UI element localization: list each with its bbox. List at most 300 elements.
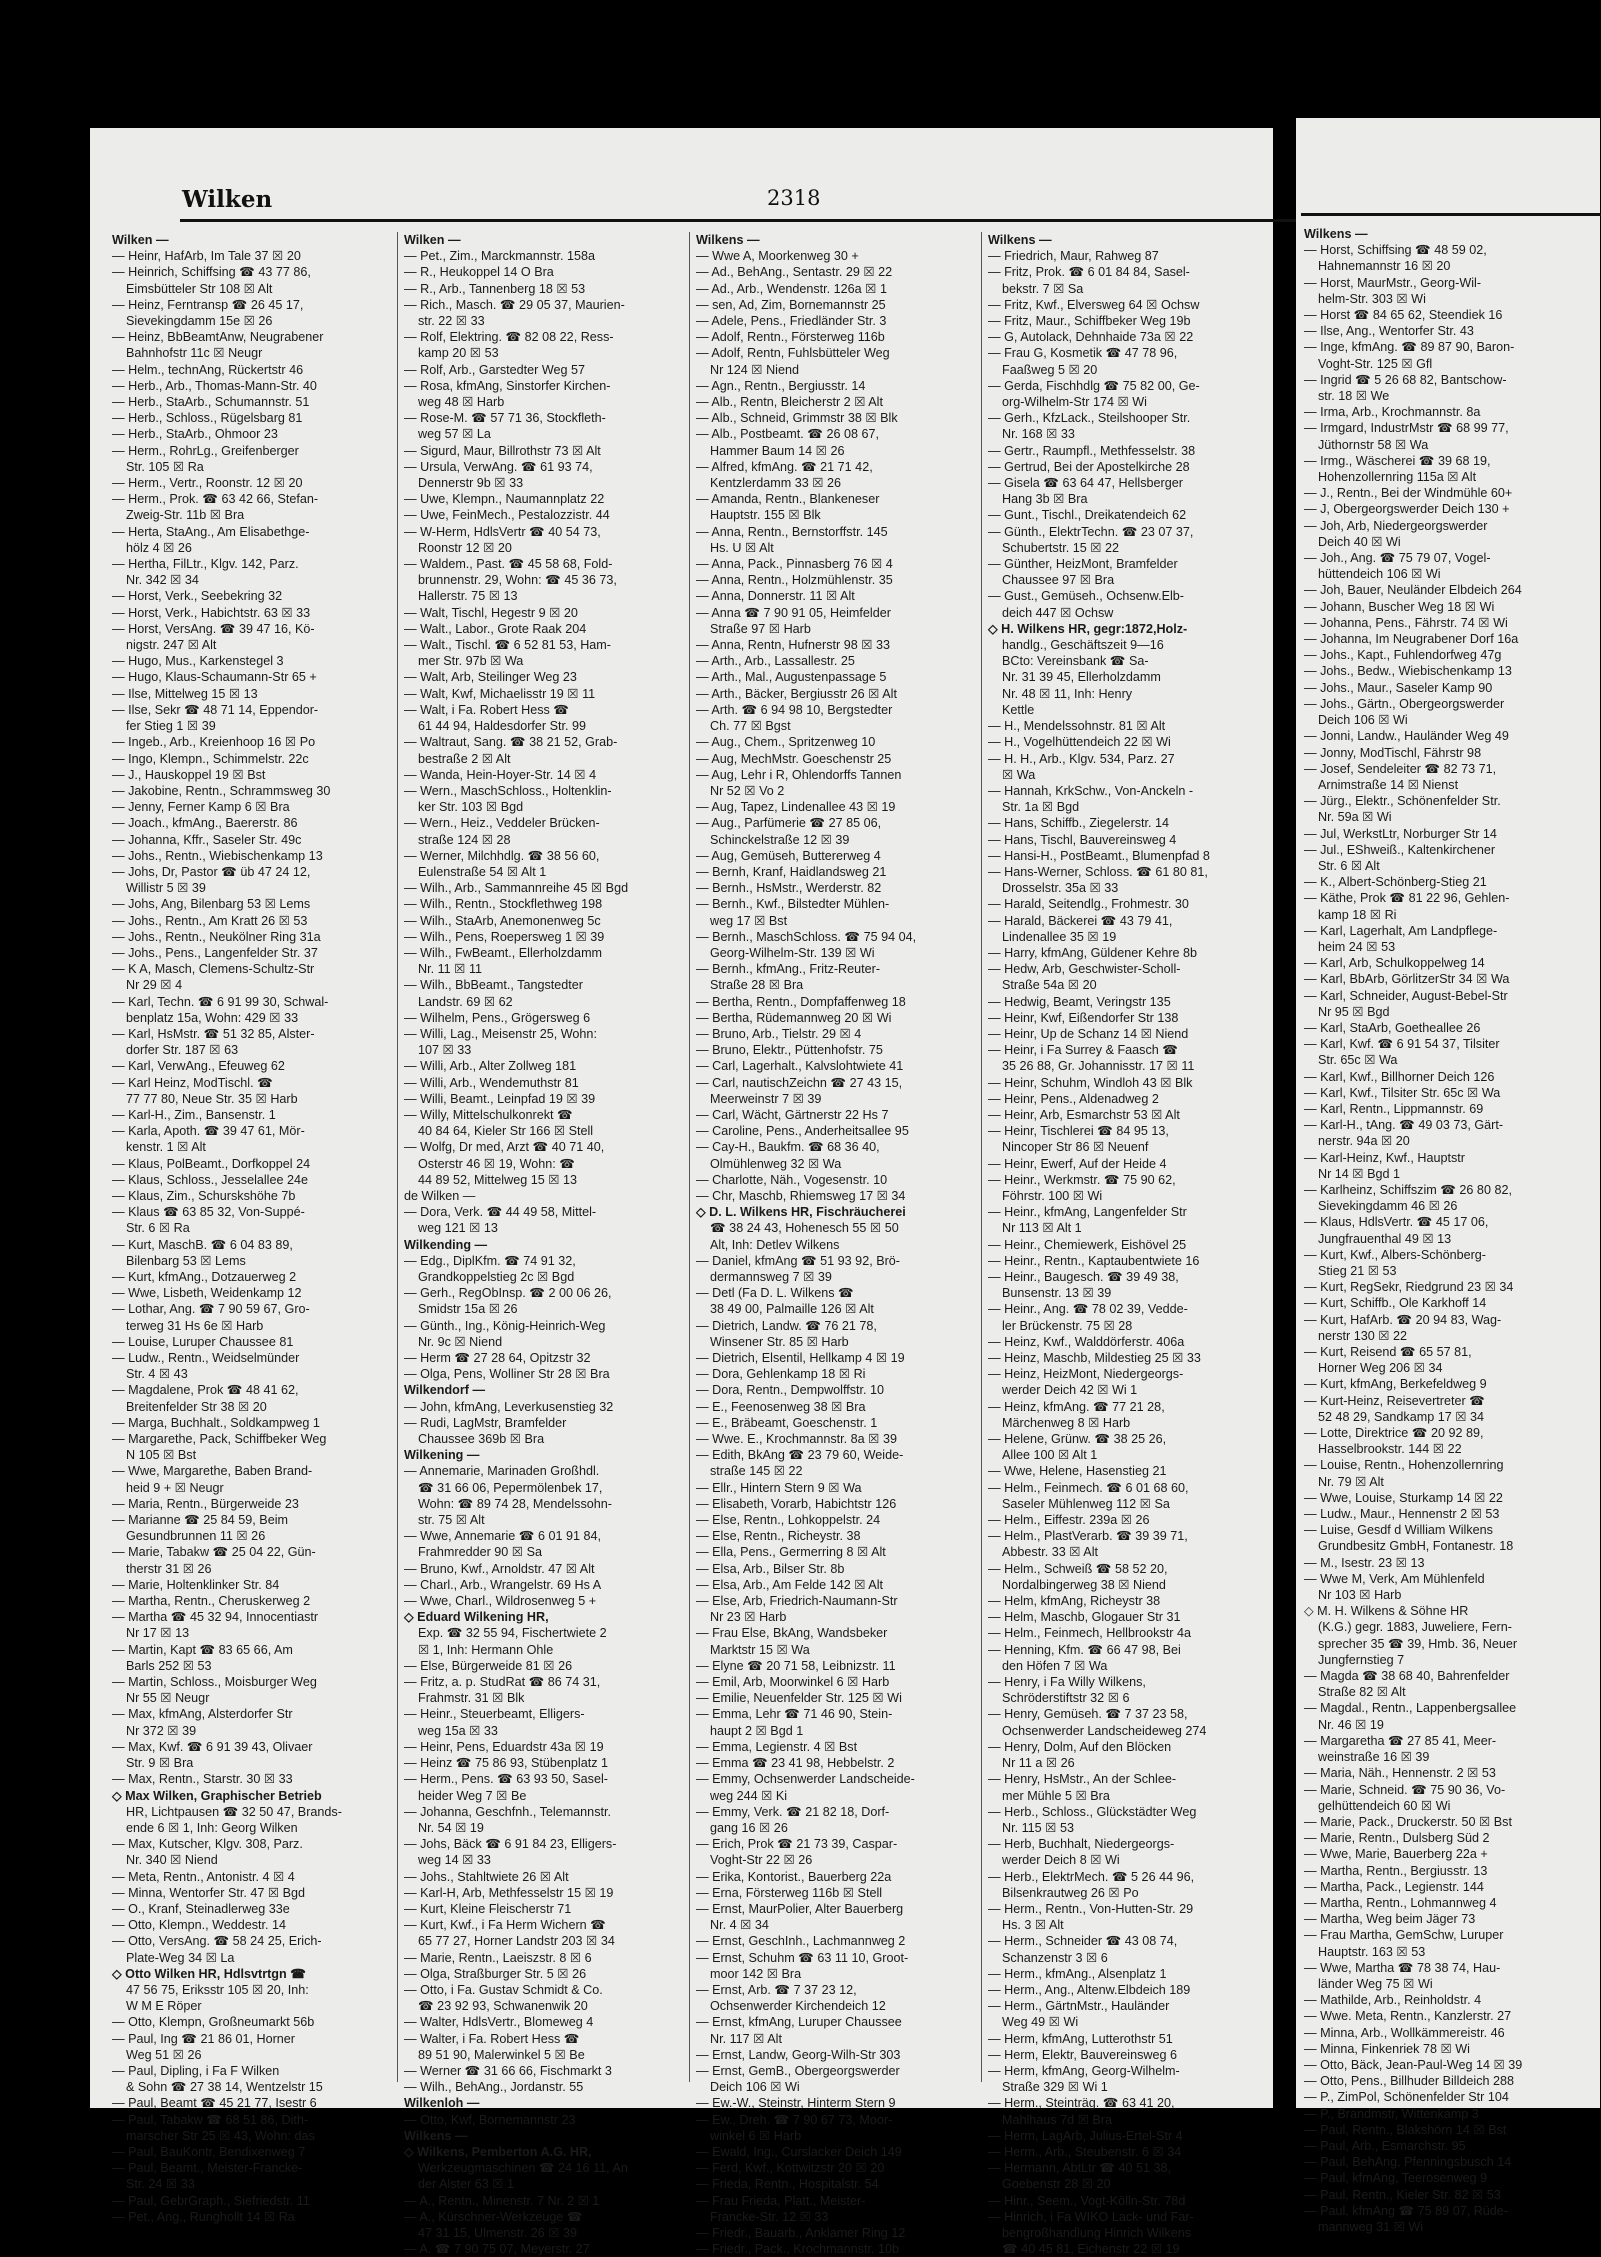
directory-entry: — Johanna, Geschfnh., Telemannstr. xyxy=(404,1804,611,1819)
directory-entry: — Frieda, Rentn., Hospitalstr. 54 xyxy=(696,2177,879,2192)
directory-entry: — Ernst, Schuhm ☎ 63 11 10, Groot- xyxy=(696,1950,909,1965)
directory-entry: — Hans, Tischl, Bauvereinsweg 4 xyxy=(988,832,1177,847)
directory-entry: — Horst, Schiffsing ☎ 48 59 02, xyxy=(1304,243,1487,258)
directory-entry: ☎ 23 92 93, Schwanenwik 20 xyxy=(418,1999,588,2014)
directory-entry: — Kurt, kfmAng, Berkefeldweg 9 xyxy=(1304,1377,1487,1392)
directory-entry: str. 75 ☒ Alt xyxy=(418,1513,485,1528)
directory-entry: str. 22 ☒ 33 xyxy=(418,314,485,329)
directory-entry: — Klaus ☎ 63 85 32, Von-Suppé- xyxy=(112,1205,305,1220)
directory-entry: — Karl-H., tAng. ☎ 49 03 73, Gärt- xyxy=(1304,1118,1504,1133)
directory-entry: — Paul, kfmAng ☎ 75 89 07, Rüde- xyxy=(1304,2203,1508,2218)
directory-entry: mer Mühle 5 ☒ Bra xyxy=(1002,1788,1110,1803)
directory-entry: — Otto, Pens., Billhuder Billdeich 288 xyxy=(1304,2074,1515,2089)
directory-entry: — Gerda, Fischhdlg ☎ 75 82 00, Ge- xyxy=(988,378,1200,393)
directory-entry: — Magda ☎ 38 68 40, Bahrenfelder xyxy=(1304,1669,1510,1684)
directory-entry: Horner Weg 206 ☒ 34 xyxy=(1318,1361,1443,1376)
directory-entry: — Herm., RohrLg., Greifenberger xyxy=(112,443,299,458)
directory-entry: — Hans, Schiffb., Ziegelerstr. 14 xyxy=(988,816,1170,831)
directory-entry: gelhüttendeich 60 ☒ Wi xyxy=(1318,1798,1451,1813)
directory-entry: — K., Albert-Schönberg-Stieg 21 xyxy=(1304,875,1487,890)
directory-entry: Straße 329 ☒ Wi 1 xyxy=(1002,2080,1108,2095)
directory-entry: Märchenweg 8 ☒ Harb xyxy=(1002,1415,1131,1430)
directory-entry: — Jul., EShweiß., Kaltenkirchener xyxy=(1304,842,1496,857)
directory-entry: Nr 95 ☒ Bgd xyxy=(1318,1004,1390,1019)
header-rule xyxy=(180,219,1350,222)
directory-entry: Jungfernstieg 7 xyxy=(1318,1652,1405,1667)
directory-entry: — Herb., Arb., Thomas-Mann-Str. 40 xyxy=(112,378,317,393)
directory-entry: — Wern., MaschSchloss., Holtenklin- xyxy=(404,783,612,798)
directory-entry: Goebenstr 28 ☒ 20 xyxy=(1002,2177,1111,2192)
surname-heading: Wilkens — xyxy=(1304,227,1368,241)
directory-entry: — Hannah, KrkSchw., Von-Anckeln - xyxy=(988,783,1194,798)
directory-entry: — Wwe, Charl., Wildrosenweg 5 + xyxy=(404,1594,597,1609)
directory-entry: — Harry, kfmAng, Güldener Kehre 8b xyxy=(988,945,1198,960)
directory-entry: — Henning, Kfm. ☎ 66 47 98, Bei xyxy=(988,1642,1181,1657)
directory-entry: bengroßhandlung Hinrich Wilkens xyxy=(1002,2225,1192,2240)
directory-entry: — H. H., Arb., Klgv. 534, Parz. 27 xyxy=(988,751,1175,766)
directory-entry: heim 24 ☒ 53 xyxy=(1318,939,1396,954)
directory-entry: — Karl, VerwAng., Efeuweg 62 xyxy=(112,1059,285,1074)
directory-entry: — Herm, kfmAng, Lutterothstr 51 xyxy=(988,2031,1173,2046)
directory-entry: — Fritz, Maur., Schiffbeker Weg 19b xyxy=(988,314,1191,329)
directory-entry: Nr. 11 ☒ 11 xyxy=(418,962,483,977)
directory-entry: Willistr 5 ☒ 39 xyxy=(126,881,206,896)
directory-entry: — Heinr, HafArb, Im Tale 37 ☒ 20 xyxy=(112,249,301,264)
directory-entry: — Louise, Luruper Chaussee 81 xyxy=(112,1334,294,1349)
directory-entry: — Karl, BbArb, GörlitzerStr 34 ☒ Wa xyxy=(1304,972,1510,987)
directory-entry: — Heinr., kfmAng, Langenfelder Str xyxy=(988,1205,1187,1220)
directory-entry: weg 14 ☒ 33 xyxy=(418,1853,491,1868)
directory-entry: — O., Kranf, Steinadlerweg 33e xyxy=(112,1901,290,1916)
directory-entry: — Günth., Ing., König-Heinrich-Weg xyxy=(404,1318,606,1333)
directory-entry: ☎ 31 66 06, Pepermölenbek 17, xyxy=(418,1480,603,1495)
directory-entry: ◇ Eduard Wilkening HR, xyxy=(404,1610,549,1625)
directory-entry: — Henry, i Fa Willy Wilkens, xyxy=(988,1675,1146,1690)
directory-entry: — G, Autolack, Dehnhaide 73a ☒ 22 xyxy=(988,330,1194,345)
directory-entry: — Kurt, Kwf., i Fa Herm Wichern ☎ xyxy=(404,1918,606,1933)
directory-entry: Wohn: ☎ 89 74 28, Mendelssohn- xyxy=(418,1496,612,1511)
directory-entry: — Ella, Pens., Germerring 8 ☒ Alt xyxy=(696,1545,886,1560)
directory-entry: Straße 28 ☒ Bra xyxy=(710,978,804,993)
directory-entry: — Ernst, GemB., Obergeorgswerder xyxy=(696,2063,900,2078)
directory-entry: — Herm, Elektr, Bauvereinsweg 6 xyxy=(988,2047,1177,2062)
directory-entry: — Otto, Klempn, Großneumarkt 56b xyxy=(112,2015,315,2030)
column-3 xyxy=(696,232,971,2257)
directory-entry: — W-Herm, HdlsVertr ☎ 40 54 73, xyxy=(404,524,601,539)
directory-entry: Hammer Baum 14 ☒ 26 xyxy=(710,443,845,458)
directory-entry: Nr. 340 ☒ Niend xyxy=(126,1853,218,1868)
directory-entry: — H., Mendelssohnstr. 81 ☒ Alt xyxy=(988,719,1166,734)
directory-entry: — Karl, Kwf., Billhorner Deich 126 xyxy=(1304,1069,1495,1084)
directory-entry: — Herb, Buchhalt, Niedergeorgs- xyxy=(988,1837,1175,1852)
directory-entry: — Herm., Ang., Altenw.Elbdeich 189 xyxy=(988,1982,1191,1997)
directory-entry: — Werner ☎ 31 66 66, Fischmarkt 3 xyxy=(404,2063,612,2078)
directory-entry: — Helm., Schweiß ☎ 58 52 20, xyxy=(988,1561,1168,1576)
directory-entry: Jüthornstr 58 ☒ Wa xyxy=(1318,437,1429,452)
column-divider xyxy=(981,232,982,2082)
directory-entry: — Frau Frieda, Platt., Meister- xyxy=(696,2193,866,2208)
directory-entry: — Ferd, Kwf., Kottwitzstr 20 ☒ 20 xyxy=(696,2161,885,2176)
directory-entry: werder Deich 8 ☒ Wi xyxy=(1002,1853,1120,1868)
directory-entry: — Herm., Steinträg. ☎ 63 41 20, xyxy=(988,2096,1175,2111)
directory-entry: — Heinr., Rentn., Kaptaubentwiete 16 xyxy=(988,1253,1200,1268)
directory-entry: — Wwe, Lisbeth, Weidenkamp 12 xyxy=(112,1286,302,1301)
directory-entry: therstr 31 ☒ 26 xyxy=(126,1561,212,1576)
directory-entry: Faaßweg 5 ☒ 20 xyxy=(1002,362,1098,377)
directory-entry: — Ad., BehAng., Sentastr. 29 ☒ 22 xyxy=(696,265,893,280)
directory-entry: Mahlhaus 7d ☒ Bra xyxy=(1002,2112,1112,2127)
directory-entry: Nr 14 ☒ Bgd 1 xyxy=(1318,1166,1400,1181)
directory-entry: Nr. 31 39 45, Ellerholzdamm xyxy=(1002,670,1161,685)
directory-entry: deich 447 ☒ Ochsw xyxy=(1002,605,1114,620)
directory-entry: — Irmg., Wäscherei ☎ 39 68 19, xyxy=(1304,453,1491,468)
directory-entry: — Waltraut, Sang. ☎ 38 21 52, Grab- xyxy=(404,735,618,750)
directory-entry: — Aug, Lehr i R, Ohlendorffs Tannen xyxy=(696,767,902,782)
directory-entry: — Charlotte, Näh., Vogesenstr. 10 xyxy=(696,1172,888,1187)
directory-entry: — Helm, kfmAng, Richeystr 38 xyxy=(988,1594,1161,1609)
directory-entry: — Emma ☎ 23 41 98, Hebbelstr. 2 xyxy=(696,1756,895,1771)
directory-entry: — Karl, Techn. ☎ 6 91 99 30, Schwal- xyxy=(112,994,329,1009)
directory-entry: Nr 124 ☒ Niend xyxy=(710,362,799,377)
directory-entry: Nr. 342 ☒ 34 xyxy=(126,573,199,588)
directory-entry: — Jenny, Ferner Kamp 6 ☒ Bra xyxy=(112,800,290,815)
directory-entry: — Edith, BkAng ☎ 23 79 60, Weide- xyxy=(696,1448,904,1463)
directory-entry: — Otto, i Fa. Gustav Schmidt & Co. xyxy=(404,1982,603,1997)
directory-entry: sprecher 35 ☎ 39, Hmb. 36, Neuer xyxy=(1318,1636,1518,1651)
directory-entry: — Emilie, Neuenfelder Str. 125 ☒ Wi xyxy=(696,1691,902,1706)
directory-entry: — Alb., Schneid, Grimmstr 38 ☒ Blk xyxy=(696,411,898,426)
directory-entry: — Margarethe, Pack, Schiffbeker Weg xyxy=(112,1432,327,1447)
directory-entry: Chaussee 97 ☒ Bra xyxy=(1002,573,1115,588)
directory-entry: — Adolf, Rentn, Fuhlsbütteler Weg xyxy=(696,346,890,361)
directory-entry: Chaussee 369b ☒ Bra xyxy=(418,1432,545,1447)
directory-entry: — Günth., ElektrTechn. ☎ 23 07 37, xyxy=(988,524,1194,539)
directory-entry: — Heinr, Pens., Aldenadweg 2 xyxy=(988,1091,1159,1106)
directory-entry: Eimsbütteler Str 108 ☒ Alt xyxy=(126,281,273,296)
directory-entry: — John, kfmAng, Leverkusenstieg 32 xyxy=(404,1399,614,1414)
directory-entry: — E., Bräbeamt, Goeschenstr. 1 xyxy=(696,1415,878,1430)
surname-heading: Wilkens — xyxy=(404,2128,468,2143)
directory-entry: N 105 ☒ Bst xyxy=(126,1448,197,1463)
directory-entry: — Frau G, Kosmetik ☎ 47 78 96, xyxy=(988,346,1178,361)
directory-entry: — Otto, Kwf, Bornemannstr 23 xyxy=(404,2112,576,2127)
directory-entry: 47 31 15, Ulmenstr. 26 ☒ 39 xyxy=(418,2225,578,2240)
directory-entry: Francke-Str. 12 ☒ 33 xyxy=(710,2209,829,2224)
directory-entry: Winsener Str. 85 ☒ Harb xyxy=(710,1334,849,1349)
directory-entry: Zweig-Str. 11b ☒ Bra xyxy=(126,508,245,523)
directory-entry: — Joach., kfmAng., Baererstr. 86 xyxy=(112,816,298,831)
directory-entry: W M E Röper xyxy=(126,1999,202,2014)
directory-entry: — Inge, kfmAng. ☎ 89 87 90, Baron- xyxy=(1304,340,1515,355)
directory-entry: — Paul, Tabakw ☎ 68 51 86, Dith- xyxy=(112,2112,309,2127)
directory-entry: heider Weg 7 ☒ Be xyxy=(418,1788,527,1803)
directory-entry: — Heinr, Tischlerei ☎ 84 95 13, xyxy=(988,1124,1169,1139)
directory-entry: heid 9 + ☒ Neugr xyxy=(126,1480,224,1495)
directory-entry: Olmühlenweg 32 ☒ Wa xyxy=(710,1156,842,1171)
directory-entry: — Bruno, Kwf., Arnoldstr. 47 ☒ Alt xyxy=(404,1561,595,1576)
directory-entry: — J., Hauskoppel 19 ☒ Bst xyxy=(112,767,266,782)
directory-entry: 52 48 29, Sandkamp 17 ☒ 34 xyxy=(1318,1409,1485,1424)
directory-entry: — Heinr., Steuerbeamt, Elligers- xyxy=(404,1707,585,1722)
directory-entry: Abbestr. 33 ☒ Alt xyxy=(1002,1545,1099,1560)
directory-entry: Saseler Mühlenweg 112 ☒ Sa xyxy=(1002,1496,1170,1511)
directory-entry: 38 49 00, Palmaille 126 ☒ Alt xyxy=(710,1302,874,1317)
directory-entry: helm-Str. 303 ☒ Wi xyxy=(1318,291,1426,306)
directory-entry: — Maria, Rentn., Bürgerweide 23 xyxy=(112,1496,299,1511)
directory-entry: — Lotte, Direktrice ☎ 20 92 89, xyxy=(1304,1426,1484,1441)
directory-entry: — Otto, VersAng. ☎ 58 24 25, Erich- xyxy=(112,1934,322,1949)
directory-entry: — Fritz, Kwf., Elversweg 64 ☒ Ochsw xyxy=(988,297,1200,312)
directory-entry: — Karl, StaArb, Goetheallee 26 xyxy=(1304,1020,1481,1035)
directory-entry: — Rich., Masch. ☎ 29 05 37, Maurien- xyxy=(404,297,625,312)
directory-entry: — Karl, Rentn., Lippmannstr. 69 xyxy=(1304,1101,1484,1116)
directory-entry: mannweg 31 ☒ Wi xyxy=(1318,2219,1424,2234)
directory-entry: — Horst, VersAng. ☎ 39 47 16, Kö- xyxy=(112,621,315,636)
directory-entry: — Herm., Rentn., Von-Hutten-Str. 29 xyxy=(988,1901,1194,1916)
directory-entry: — Karl Heinz, ModTischl. ☎ xyxy=(112,1075,273,1090)
surname-heading: Wilken — xyxy=(112,233,169,247)
directory-entry: — Erna, Försterweg 116b ☒ Stell xyxy=(696,1885,883,1900)
directory-entry: — Ilse, Ang., Wentorfer Str. 43 xyxy=(1304,324,1474,339)
directory-entry: — Johanna, Im Neugrabener Dorf 16a xyxy=(1304,632,1519,647)
directory-entry: Grandkoppelstieg 2c ☒ Bgd xyxy=(418,1270,575,1284)
directory-entry: Exp. ☎ 32 55 94, Fischertwiete 2 xyxy=(418,1626,607,1641)
directory-entry: — Martha, Rentn., Cheruskerweg 2 xyxy=(112,1594,311,1609)
directory-entry: ◇ Wilkens, Pemberton A.G. HR, xyxy=(404,2144,592,2159)
directory-entry: — Horst, MaurMstr., Georg-Wil- xyxy=(1304,275,1482,290)
directory-entry: — Wwe, Martha ☎ 78 38 74, Hau- xyxy=(1304,1960,1501,1975)
directory-entry: — Wilh., Rentn., Stockflethweg 198 xyxy=(404,897,603,912)
directory-entry: — Bernh, Kranf, Haidlandsweg 21 xyxy=(696,864,887,879)
directory-entry: — Kurt, Schiffb., Ole Karkhoff 14 xyxy=(1304,1296,1487,1311)
directory-entry: — Hermann, AbtLtr ☎ 40 51 38, xyxy=(988,2161,1171,2176)
directory-entry: — Wilh., StaArb, Anemonenweg 5c xyxy=(404,913,601,928)
directory-entry: — Helm., Feinmech. ☎ 6 01 68 60, xyxy=(988,1480,1189,1495)
directory-entry: — Hans-Werner, Schloss. ☎ 61 80 81, xyxy=(988,864,1208,879)
directory-entry: — Hertha, FilLtr., Klgv. 142, Parz. xyxy=(112,557,299,572)
directory-entry: — Ernst, MaurPolier, Alter Bauerberg xyxy=(696,1901,904,1916)
page-number: 2318 xyxy=(767,186,821,210)
directory-entry: — Heinr, Schuhm, Windloh 43 ☒ Blk xyxy=(988,1075,1193,1090)
directory-entry: mer Str. 97b ☒ Wa xyxy=(418,654,524,669)
directory-entry: 89 51 90, Malerwinkel 5 ☒ Be xyxy=(418,2047,585,2062)
directory-entry: länder Weg 75 ☒ Wi xyxy=(1318,1976,1433,1991)
page-header xyxy=(182,186,1350,220)
directory-entry: — A., Kürschner-Werkzeuge ☎ xyxy=(404,2209,583,2224)
directory-entry: — Kurt, MaschB. ☎ 6 04 83 89, xyxy=(112,1237,293,1252)
directory-entry: — Karl, HsMstr. ☎ 51 32 85, Alster- xyxy=(112,1026,315,1041)
directory-entry: — Günther, HeizMont, Bramfelder xyxy=(988,557,1178,572)
directory-entry: hüttendeich 106 ☒ Wi xyxy=(1318,567,1441,582)
directory-entry: Drosselstr. 35a ☒ 33 xyxy=(1002,881,1119,896)
directory-entry: ◇ Max Wilken, Graphischer Betrieb xyxy=(112,1788,322,1803)
directory-entry: Nincoper Str 86 ☒ Neuenf xyxy=(1002,1140,1149,1155)
directory-entry: — Paul, Rentn., Blakshörn 14 ☒ Bst xyxy=(1304,2122,1507,2137)
directory-entry: — Klaus, HdlsVertr. ☎ 45 17 06, xyxy=(1304,1215,1489,1230)
directory-entry: — Helm., PlastVerarb. ☎ 39 39 71, xyxy=(988,1529,1188,1544)
directory-entry: — Hugo, Klaus-Schaumann-Str 65 + xyxy=(112,670,317,685)
directory-entry: Str. 9 ☒ Bra xyxy=(126,1756,194,1771)
directory-entry: — Karla, Apoth. ☎ 39 47 61, Mör- xyxy=(112,1124,305,1139)
directory-entry: — Gust., Gemüseh., Ochsenw.Elb- xyxy=(988,589,1184,604)
directory-entry: weg 244 ☒ Ki xyxy=(710,1788,788,1803)
directory-entry: winkel 6 ☒ Harb xyxy=(710,2128,802,2143)
directory-entry: — Josef, Sendeleiter ☎ 82 73 71, xyxy=(1304,761,1497,776)
directory-entry: — Werner, Milchhdlg. ☎ 38 56 60, xyxy=(404,848,600,863)
directory-entry: ◇ Otto Wilken HR, Hdlsvtrtgn ☎ xyxy=(112,1966,306,1981)
directory-entry: — Bertha, Rentn., Dompfaffenweg 18 xyxy=(696,994,906,1009)
directory-entry: brunnenstr. 29, Wohn: ☎ 45 36 73, xyxy=(418,573,617,588)
directory-entry: Nr. 59a ☒ Wi xyxy=(1318,810,1392,825)
directory-entry: — Dora, Rentn., Dempwolffstr. 10 xyxy=(696,1383,885,1398)
directory-entry: — Rose-M. ☎ 57 71 36, Stockfleth- xyxy=(404,411,606,426)
directory-entry: Kettle xyxy=(1002,702,1035,717)
directory-entry: — Paul, Rentn., Kieler Str. 82 ☒ 53 xyxy=(1304,2187,1501,2202)
directory-entry: Nr. 168 ☒ 33 xyxy=(1002,427,1075,442)
directory-entry: — Karlheinz, Schiffszim ☎ 26 80 82, xyxy=(1304,1182,1512,1197)
directory-entry: — Charl., Arb., Wrangelstr. 69 Hs A xyxy=(404,1577,602,1592)
directory-entry: — Paul, BehAng, Pfenningsbusch 14 xyxy=(1304,2155,1512,2170)
directory-entry: — Mathilde, Arb., Reinholdstr. 4 xyxy=(1304,1993,1482,2008)
directory-entry: — Wwe, Louise, Sturkamp 14 ☒ 22 xyxy=(1304,1490,1503,1505)
directory-entry: Breitenfelder Str 38 ☒ 20 xyxy=(126,1399,267,1414)
directory-entry: — Elyne ☎ 20 71 58, Leibnizstr. 11 xyxy=(696,1658,896,1673)
directory-entry: — Gisela ☎ 63 64 47, Hellsberger xyxy=(988,476,1183,491)
directory-entry: — Daniel, kfmAng ☎ 51 93 92, Brö- xyxy=(696,1253,900,1268)
directory-entry: — Klaus, PolBeamt., Dorfkoppel 24 xyxy=(112,1156,311,1171)
directory-entry: Nr 52 ☒ Vo 2 xyxy=(710,783,785,798)
directory-entry: — Karl-H, Arb, Methfesselstr 15 ☒ 19 xyxy=(404,1885,614,1900)
directory-entry: Nr 55 ☒ Neugr xyxy=(126,1691,210,1706)
directory-entry: Nr 372 ☒ 39 xyxy=(126,1723,197,1738)
directory-entry: — Johs., Rentn., Neukölner Ring 31a xyxy=(112,929,321,944)
right-page xyxy=(1296,118,1600,2234)
directory-entry: Gesundbrunnen 11 ☒ 26 xyxy=(126,1529,266,1544)
directory-entry: — Martin, Kapt ☎ 83 65 66, Am xyxy=(112,1642,293,1657)
directory-entry: — Walt, i Fa. Robert Hess ☎ xyxy=(404,702,569,717)
directory-entry: 47 56 75, Eriksstr 105 ☒ 20, Inh: xyxy=(126,1982,309,1997)
directory-entry: der Alster 63 ☒ 1 xyxy=(418,2177,514,2192)
directory-entry: — Willi, Arb., Alter Zollweg 181 xyxy=(404,1059,577,1074)
directory-entry: — Herm., Vertr., Roonstr. 12 ☒ 20 xyxy=(112,476,303,491)
directory-entry: — Henry, HsMstr., An der Schlee- xyxy=(988,1772,1177,1787)
directory-entry: — Heinz, kfmAng. ☎ 77 21 28, xyxy=(988,1399,1165,1414)
directory-entry: — Harald, Bäckerei ☎ 43 79 41, xyxy=(988,913,1173,928)
directory-entry: moor 142 ☒ Bra xyxy=(710,1966,802,1981)
directory-entry: ende 6 ☒ 1, Inh: Georg Wilken xyxy=(126,1820,298,1835)
directory-entry: — Magdal., Rentn., Lappenbergsallee xyxy=(1304,1701,1517,1716)
directory-entry: — Bernh., Kwf., Bilstedter Mühlen- xyxy=(696,897,890,912)
directory-entry: — Max, Kutscher, Klgv. 308, Parz. xyxy=(112,1837,303,1852)
directory-entry: — Hedw, Arb, Geschwister-Scholl- xyxy=(988,962,1181,977)
directory-entry: — J, Obergeorgswerder Deich 130 + xyxy=(1304,502,1510,517)
directory-entry: — Margaretha ☎ 27 85 41, Meer- xyxy=(1304,1733,1497,1748)
directory-entry: Roonstr 12 ☒ 20 xyxy=(418,540,512,555)
directory-entry: HR, Lichtpausen ☎ 32 50 47, Brands- xyxy=(126,1804,342,1819)
directory-entry: marscher Str 25 ☒ 43, Wohn: das xyxy=(126,2128,315,2143)
directory-entry: ker Str. 103 ☒ Bgd xyxy=(418,800,524,815)
directory-entry: Nr 11 a ☒ 26 xyxy=(1002,1756,1075,1771)
directory-entry: bestraße 2 ☒ Alt xyxy=(418,751,511,766)
directory-entry: — Sigurd, Maur, Billrothstr 73 ☒ Alt xyxy=(404,443,601,458)
directory-entry: — Harald, Seitendlg., Frohmestr. 30 xyxy=(988,897,1189,912)
directory-entry: — Käthe, Prok ☎ 81 22 96, Gehlen- xyxy=(1304,891,1510,906)
directory-entry: — Heinr, Arb, Esmarchstr 53 ☒ Alt xyxy=(988,1107,1180,1122)
directory-entry: — Anna, Donnerstr. 11 ☒ Alt xyxy=(696,589,855,604)
directory-entry: — Else, Arb, Friedrich-Naumann-Str xyxy=(696,1594,898,1609)
directory-entry: Jungfrauenthal 49 ☒ 13 xyxy=(1318,1231,1452,1246)
directory-entry: — Karl-H., Zim., Bansenstr. 1 xyxy=(112,1107,276,1122)
directory-entry: Kentzlerdamm 33 ☒ 26 xyxy=(710,476,841,491)
directory-entry: — Fritz, a. p. StudRat ☎ 86 74 31, xyxy=(404,1675,601,1690)
directory-entry: — Heinr., Ang. ☎ 78 02 39, Vedde- xyxy=(988,1302,1188,1317)
directory-entry: — Emil, Arb, Moorwinkel 6 ☒ Harb xyxy=(696,1675,890,1690)
directory-entry: kamp 18 ☒ Ri xyxy=(1318,907,1397,922)
directory-entry: — Aug., Chem., Spritzenweg 10 xyxy=(696,735,876,750)
surname-heading: Wilkendorf — xyxy=(404,1383,486,1398)
directory-entry: — Gertrud, Bei der Apostelkirche 28 xyxy=(988,459,1190,474)
directory-entry: — Elsa, Arb., Bilser Str. 8b xyxy=(696,1561,845,1576)
directory-entry: — Otto, Klempn., Weddestr. 14 xyxy=(112,1918,287,1933)
directory-entry: — Joh., Ang. ☎ 75 79 07, Vogel- xyxy=(1304,551,1491,566)
directory-entry: weg 48 ☒ Harb xyxy=(418,395,505,410)
directory-entry: nigstr. 247 ☒ Alt xyxy=(126,638,217,653)
directory-entry: — Olga, Pens, Wolliner Str 28 ☒ Bra xyxy=(404,1367,610,1382)
column-4 xyxy=(988,232,1263,2257)
directory-entry: Hasselbrookstr. 144 ☒ 22 xyxy=(1318,1442,1462,1457)
directory-entry: de Wilken — xyxy=(404,1188,476,1203)
directory-entry: — Wwe, Annemarie ☎ 6 01 91 84, xyxy=(404,1529,601,1544)
directory-entry: Nr 113 ☒ Alt 1 xyxy=(1002,1221,1082,1236)
directory-entry: Bunsenstr. 13 ☒ 39 xyxy=(1002,1286,1112,1301)
directory-entry: Bilsenkrautweg 26 ☒ Po xyxy=(1002,1885,1139,1900)
directory-entry: ◇ M. H. Wilkens & Söhne HR xyxy=(1304,1604,1469,1619)
directory-entry: — Martha ☎ 45 32 94, Innocentiastr xyxy=(112,1610,319,1625)
directory-entry: — Herm., kfmAng., Alsenplatz 1 xyxy=(988,1966,1167,1981)
directory-entry: Nr. 54 ☒ 19 xyxy=(418,1820,484,1835)
directory-entry: — Irma, Arb., Krochmannstr. 8a xyxy=(1304,405,1481,420)
directory-entry: — Willi, Lag., Meisenstr 25, Wohn: xyxy=(404,1026,597,1041)
directory-entry: — Wilh., FwBeamt., Ellerholzdamm xyxy=(404,945,603,960)
directory-entry: — Johann, Buscher Weg 18 ☒ Wi xyxy=(1304,599,1495,614)
directory-entry: — Hedwig, Beamt, Veringstr 135 xyxy=(988,994,1171,1009)
directory-entry: handlg., Geschäftszeit 9—16 xyxy=(1002,638,1164,653)
directory-entry: — Herm ☎ 27 28 64, Opitzstr 32 xyxy=(404,1351,591,1366)
directory-entry: — Amanda, Rentn., Blankeneser xyxy=(696,492,880,507)
directory-entry: — Wilh., BehAng., Jordanstr. 55 xyxy=(404,2080,584,2095)
directory-entry: Straße 97 ☒ Harb xyxy=(710,621,811,636)
directory-entry: — Wern., Heiz., Veddeler Brücken- xyxy=(404,816,600,831)
directory-entry: fer Stieg 1 ☒ 39 xyxy=(126,719,216,734)
directory-entry: — Walt, Kwf, Michaelisstr 19 ☒ 11 xyxy=(404,686,596,701)
directory-entry: — Herm., Prok. ☎ 63 42 66, Stefan- xyxy=(112,492,319,507)
surname-heading: Wilkenloh — xyxy=(404,2096,480,2111)
directory-entry: — Else, Rentn., Richeystr. 38 xyxy=(696,1529,861,1544)
directory-entry: Str. 24 ☒ 33 xyxy=(126,2177,195,2192)
directory-entry: — Marie, Holtenklinker Str. 84 xyxy=(112,1577,280,1592)
directory-entry: — Emmy, Ochsenwerder Landscheide- xyxy=(696,1772,915,1787)
directory-entry: — Magdalene, Prok ☎ 48 41 62, xyxy=(112,1383,299,1398)
directory-entry: — Alfred, kfmAng. ☎ 21 71 42, xyxy=(696,459,873,474)
directory-entry: Nr 17 ☒ 13 xyxy=(126,1626,190,1641)
directory-entry: Grundbesitz GmbH, Fontanestr. 18 xyxy=(1318,1539,1514,1554)
directory-entry: — K A, Masch, Clemens-Schultz-Str xyxy=(112,962,315,977)
directory-entry: Hauptstr. 155 ☒ Blk xyxy=(710,508,821,523)
directory-entry: — Herb., ElektrMech. ☎ 5 26 44 96, xyxy=(988,1869,1195,1884)
directory-entry: Schubertstr. 15 ☒ 22 xyxy=(1002,540,1120,555)
directory-entry: — Paul, GebrGraph., Siefriedstr. 11 xyxy=(112,2193,310,2208)
column-1 xyxy=(112,232,387,2224)
